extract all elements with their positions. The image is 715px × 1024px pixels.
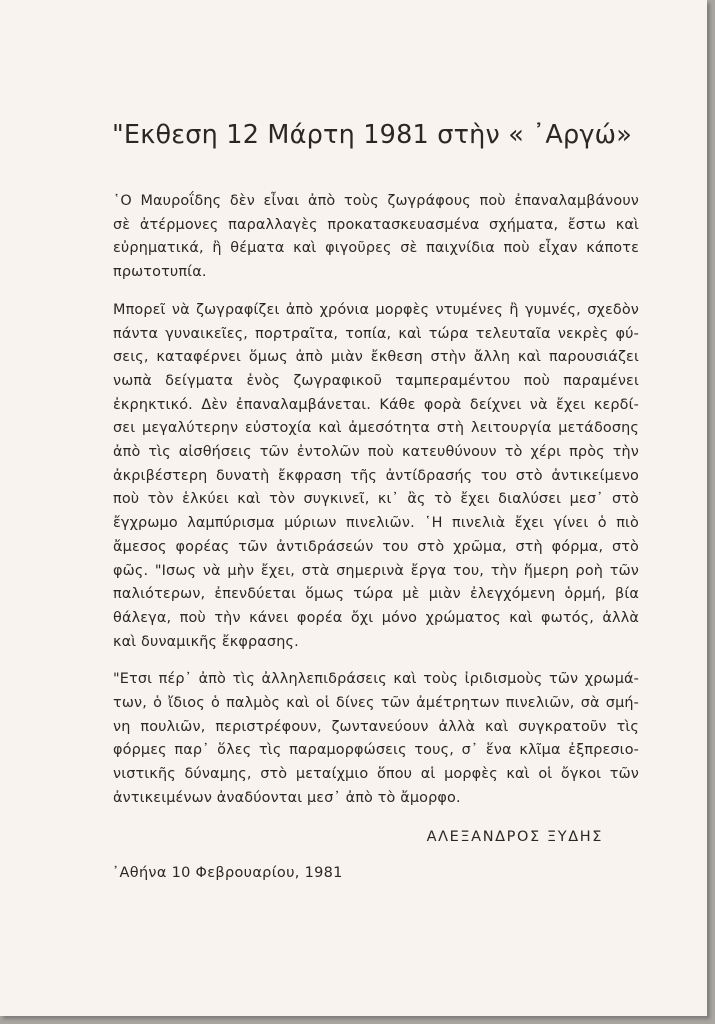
text-line: καὶ δυναμικῆς ἔκφρασης. xyxy=(113,633,299,650)
text-line: παλιότερων, ἐπενδύεται ὅμως τώρα μὲ μιὰν ἐλεγχόμενη ὁρμή, βία xyxy=(113,586,639,603)
text-line: νωπὰ δείγματα ἑνὸς ζωγραφικοῦ ταμπεραμέντου ποὺ παραμένει xyxy=(113,372,639,389)
place-and-date: ᾽Αθήνα 10 Φεβρουαρίου, 1981 xyxy=(112,865,343,881)
paragraph-1 xyxy=(113,190,639,285)
text-line: ἔγχρωμο λαμπύρισμα μύριων πινελιῶν. ῾Η πινελιὰ ἔχει γίνει ὁ πιὸ xyxy=(113,515,639,532)
text-line: ἀπὸ τὶς αἰσθήσεις τῶν ἐντολῶν ποὺ κατευθύνουν τὸ χέρι πρὸς τὴν xyxy=(113,444,639,461)
text-line: ἐκρηκτικό. Δὲν ἐπαναλαμβάνεται. Κάθε φορὰ δείχνει νὰ ἔχει κερδί- xyxy=(113,396,639,413)
text-line: νιστικῆς δύναμης, στὸ μεταίχμιο ὅπου αἱ μορφὲς καὶ οἱ ὄγκοι τῶν xyxy=(113,766,639,783)
text-line: σὲ ἀτέρμονες παραλλαγὲς προκατασκευασμένα σχήματα, ἔστω καὶ xyxy=(113,216,639,233)
document-body xyxy=(113,190,639,825)
text-line: ἀκριβέστερη δυνατὴ ἔκφραση τῆς ἀντίδρασής του στὸ ἀντικείμενο xyxy=(113,467,639,484)
text-line: πρωτοτυπία. xyxy=(113,264,207,281)
text-line: φόρμες παρ᾽ ὅλες τὶς παραμορφώσεις τους, σ᾽ ἕνα κλῖμα ἐξπρεσιο- xyxy=(113,742,639,759)
text-line: νη πουλιῶν, περιστρέφουν, ζωντανεύουν ἀλλὰ καὶ συγκρατοῦν τὶς xyxy=(113,718,639,735)
text-line: ἀντικειμένων ἀναδύονται μεσ᾽ ἀπὸ τὸ ἄμορφο. xyxy=(113,789,461,806)
document-title: "Εκθεση 12 Μάρτη 1981 στὴν « ᾽Αργώ» xyxy=(112,120,633,150)
text-line: "Ετσι πέρ᾽ ἀπὸ τὶς ἀλληλεπιδράσεις καὶ τοὺς ἰριδισμοὺς τῶν χρωμά- xyxy=(113,671,639,688)
text-line: σεις, καταφέρνει ὅμως ἀπὸ μιὰν ἔκθεση στὴν ἄλλη καὶ παρουσιάζει xyxy=(113,349,639,366)
paragraph-2 xyxy=(113,299,639,655)
text-line: ποὺ τὸν ἑλκύει καὶ τὸν συγκινεῖ, κι᾽ ἂς τὸ ἔχει διαλύσει μεσ᾽ στὸ xyxy=(113,491,639,508)
text-line: θάλεγα, ποὺ τὴν κάνει φορέα ὄχι μόνο χρώματος καὶ φωτός, ἀλλὰ xyxy=(113,609,639,626)
text-line: σει μεγαλύτερην εὐστοχία καὶ ἀμεσότητα στὴ λειτουργία μετάδοσης xyxy=(113,420,639,437)
text-line: Μπορεῖ νὰ ζωγραφίζει ἀπὸ χρόνια μορφὲς ντυμένες ἢ γυμνές, σχεδὸν xyxy=(113,301,639,318)
text-line: πάντα γυναικεῖες, πορτραῖτα, τοπία, καὶ τώρα τελευταῖα νεκρὲς φύ- xyxy=(113,325,639,342)
paragraph-3 xyxy=(113,668,639,810)
text-line: των, ὁ ἴδιος ὁ παλμὸς καὶ οἱ δίνες τῶν ἀμέτρητων πινελιῶν, σὰ σμή- xyxy=(113,695,639,712)
author-signature: ΑΛΕΞΑΝΔΡΟΣ ΞΥΔΗΣ xyxy=(426,829,603,845)
text-line: εὐρηματικά, ἢ θέματα καὶ φιγοῦρες σὲ παιχνίδια ποὺ εἶχαν κάποτε xyxy=(113,240,639,257)
text-line: ῾Ο Μαυροΐδης δὲν εἶναι ἀπὸ τοὺς ζωγράφους ποὺ ἐπαναλαμβάνουν xyxy=(113,193,639,209)
text-line: ἄμεσος φορέας τῶν ἀντιδράσεών του στὸ χρῶμα, στὴ φόρμα, στὸ xyxy=(113,538,639,555)
text-line: φῶς. "Ισως νὰ μὴν ἔχει, στὰ σημερινὰ ἔργα του, τὴν ἥμερη ροὴ τῶν xyxy=(113,562,639,579)
